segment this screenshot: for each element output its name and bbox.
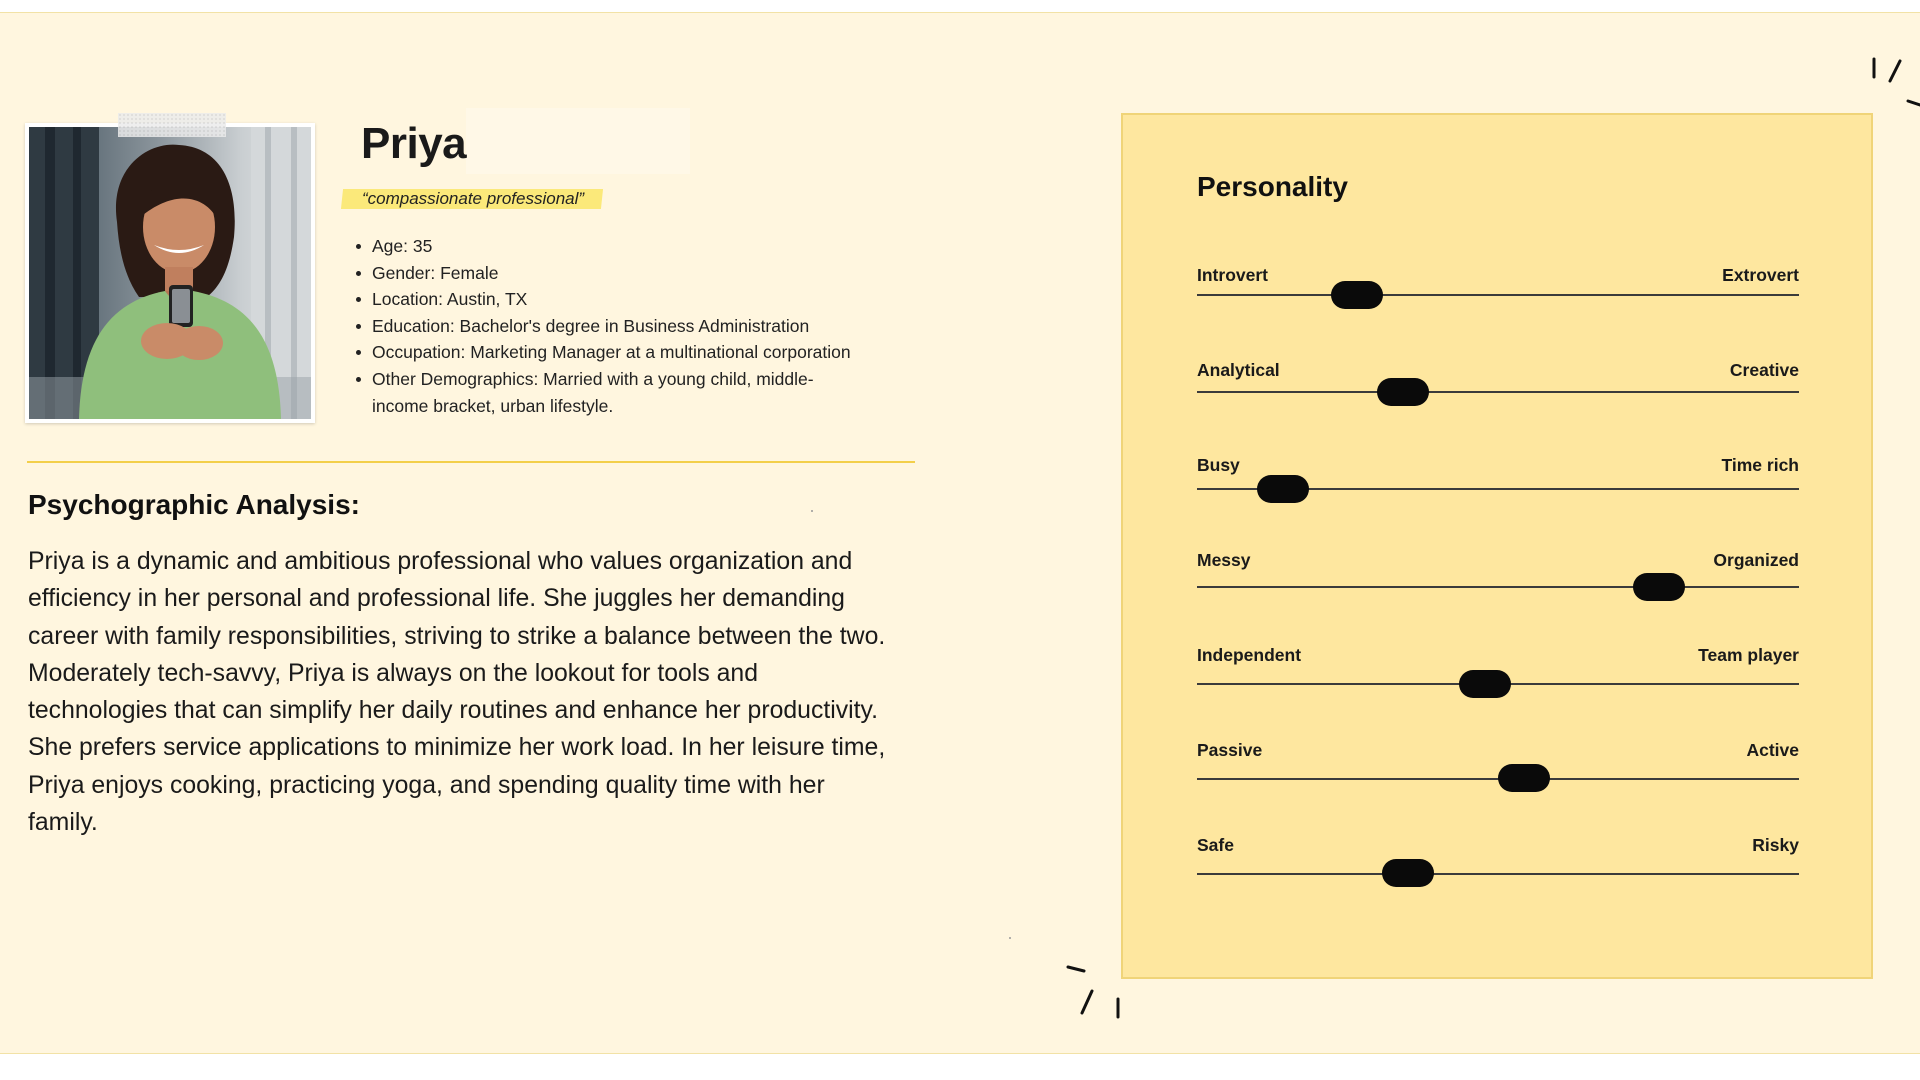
demographic-item: Education: Bachelor's degree in Business Administration [356,313,866,340]
trait-slider-knob[interactable] [1459,670,1511,698]
demographics-list [356,233,866,419]
trait-busy-time-rich [1197,455,1799,515]
persona-photo-frame [25,123,315,423]
demographic-item: Location: Austin, TX [356,286,866,313]
trait-slider-track[interactable] [1197,873,1799,875]
persona-name: Priya [361,119,467,168]
trait-slider-knob[interactable] [1257,475,1309,503]
trait-left-label: Passive [1197,740,1263,760]
trait-right-label: Time rich [1721,455,1799,475]
photo-tape [118,113,226,137]
trait-left-label: Safe [1197,835,1234,855]
persona-tagline-text: “compassionate professional” [362,189,585,208]
trait-independent-team-player [1197,645,1799,705]
trait-slider-track[interactable] [1197,391,1799,393]
speck [1009,937,1011,939]
sparkle-lines-top-right [1866,55,1920,127]
trait-slider-knob[interactable] [1377,378,1429,406]
trait-safe-risky [1197,835,1799,895]
trait-left-label: Independent [1197,645,1302,665]
trait-passive-active [1197,740,1799,800]
trait-introvert-extrovert [1197,265,1799,325]
trait-messy-organized [1197,550,1799,610]
trait-left-label: Messy [1197,550,1251,570]
trait-slider-track[interactable] [1197,294,1799,296]
section-divider [27,461,915,463]
trait-slider-knob[interactable] [1382,859,1434,887]
trait-left-label: Busy [1197,455,1240,475]
trait-slider-track[interactable] [1197,586,1799,588]
trait-right-label: Team player [1698,645,1799,665]
trait-right-label: Creative [1729,360,1799,380]
name-backdrop [466,108,690,174]
personality-title: Personality [1197,171,1348,202]
canvas [0,12,1920,1054]
trait-left-label: Introvert [1197,265,1268,285]
demographic-item: Other Demographics: Married with a young child, middle-income bracket, urban lifestyle. [356,366,866,419]
psychographic-title: Psychographic Analysis: [28,489,360,520]
demographic-item: Age: 35 [356,233,866,260]
persona-photo [29,127,311,419]
trait-right-label: Active [1746,740,1799,760]
trait-right-label: Risky [1752,835,1799,855]
demographic-item: Gender: Female [356,260,866,287]
trait-right-label: Extrovert [1722,265,1799,285]
demographic-item: Occupation: Marketing Manager at a multinational corporation [356,339,866,366]
trait-slider-knob[interactable] [1633,573,1685,601]
psychographic-body: Priya is a dynamic and ambitious professional who values organization and efficiency in her personal and professional life. She juggles her demanding career with family responsibilities, striving to strike a balance between the two. Moderately tech-savvy, Priya is always on the lookout for tools and technologies that can simplify her daily routines and enhance her productivity. She prefers service applications to minimize her work load. In her leisure time, Priya enjoys cooking, practicing yoga, and spending quality time with her family. [28,548,886,837]
persona-photo-illustration [29,127,311,419]
sparkle-lines-bottom-left [1060,959,1126,1029]
persona-tagline [341,189,603,209]
trait-slider-knob[interactable] [1498,764,1550,792]
trait-analytical-creative [1197,360,1799,420]
trait-left-label: Analytical [1197,360,1280,380]
trait-right-label: Organized [1713,550,1799,570]
personality-panel [1121,113,1873,979]
trait-slider-knob[interactable] [1331,281,1383,309]
speck [811,510,813,512]
